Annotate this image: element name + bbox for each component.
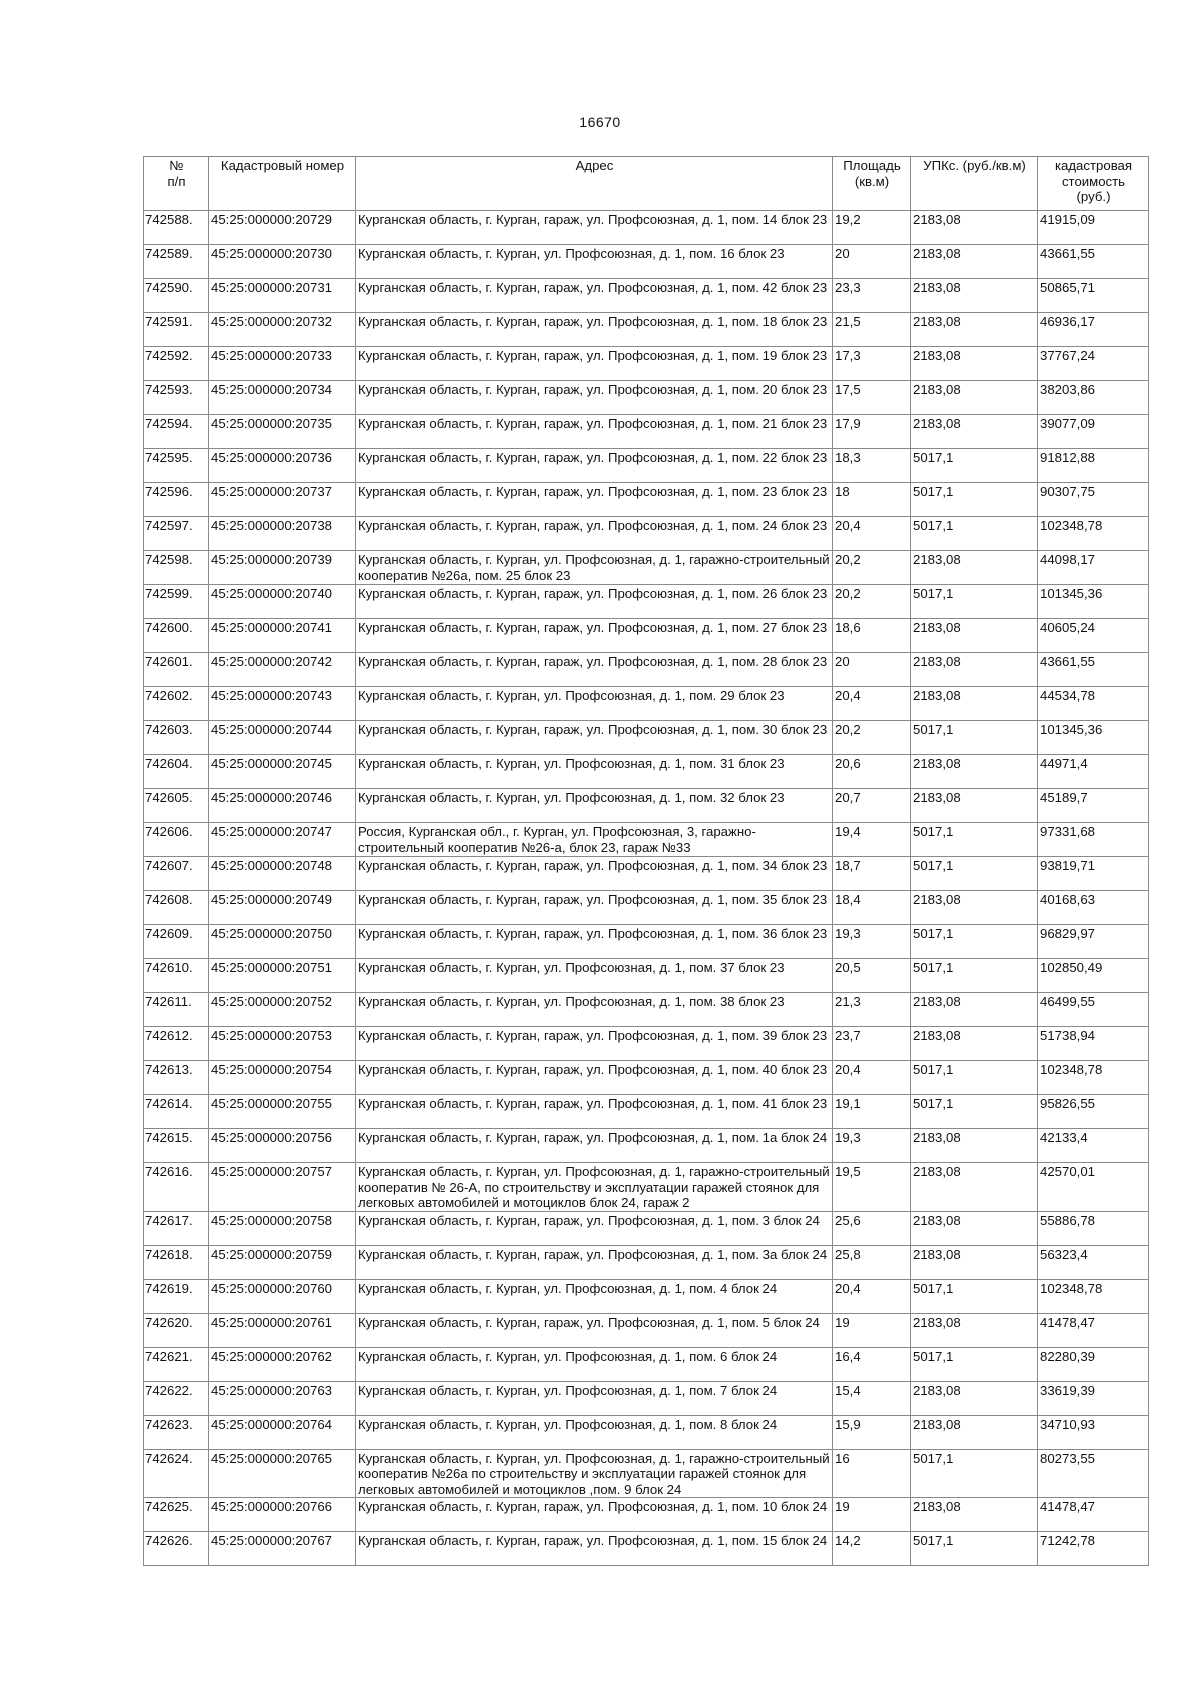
cell-cadastral-value: 51738,94 — [1038, 1027, 1149, 1061]
header-cadastral-value: кадастровая стоимость (руб.) — [1038, 157, 1149, 211]
table-row — [144, 245, 1149, 279]
cell-cadastral-value: 82280,39 — [1038, 1347, 1149, 1381]
cell-number: 742607. — [144, 857, 209, 891]
cell-number: 742622. — [144, 1381, 209, 1415]
cell-cadastral-value: 43661,55 — [1038, 653, 1149, 687]
cell-area: 17,3 — [833, 347, 911, 381]
cell-cadastral-number: 45:25:000000:20755 — [209, 1095, 356, 1129]
cell-upks: 5017,1 — [911, 959, 1038, 993]
cell-number: 742625. — [144, 1498, 209, 1532]
table-row — [144, 1415, 1149, 1449]
cell-number: 742592. — [144, 347, 209, 381]
table-row — [144, 517, 1149, 551]
cell-cadastral-value: 42570,01 — [1038, 1163, 1149, 1212]
cell-cadastral-value: 41915,09 — [1038, 211, 1149, 245]
cell-area: 19,3 — [833, 925, 911, 959]
cell-area: 20 — [833, 653, 911, 687]
cell-number: 742619. — [144, 1279, 209, 1313]
cell-number: 742609. — [144, 925, 209, 959]
cell-address: Россия, Курганская обл., г. Курган, ул. Профсоюзная, 3, гаражно-строительный кооператив №26-а, блок 23, гараж №33 — [356, 823, 833, 857]
cell-area: 20,5 — [833, 959, 911, 993]
table-row — [144, 1449, 1149, 1498]
table-row — [144, 1027, 1149, 1061]
table-body — [144, 211, 1149, 1566]
cell-upks: 5017,1 — [911, 449, 1038, 483]
cell-upks: 5017,1 — [911, 483, 1038, 517]
table-row — [144, 1211, 1149, 1245]
table-row — [144, 1279, 1149, 1313]
cell-cadastral-value: 102348,78 — [1038, 1061, 1149, 1095]
cell-address: Курганская область, г. Курган, ул. Профсоюзная, д. 1, гаражно-строительный кооператив №26а по строительству и эксплуатации гаражей стоянок для легковых автомобилей и мотоциклов ,пом. 9 блок 24 — [356, 1449, 833, 1498]
cell-cadastral-number: 45:25:000000:20745 — [209, 755, 356, 789]
cell-number: 742591. — [144, 313, 209, 347]
table-row — [144, 925, 1149, 959]
cell-cadastral-value: 34710,93 — [1038, 1415, 1149, 1449]
cell-upks: 2183,08 — [911, 993, 1038, 1027]
cell-cadastral-value: 44534,78 — [1038, 687, 1149, 721]
cell-upks: 2183,08 — [911, 789, 1038, 823]
cell-upks: 2183,08 — [911, 211, 1038, 245]
cell-cadastral-value: 56323,4 — [1038, 1245, 1149, 1279]
cell-cadastral-value: 46936,17 — [1038, 313, 1149, 347]
table-row — [144, 449, 1149, 483]
cell-cadastral-number: 45:25:000000:20729 — [209, 211, 356, 245]
cell-number: 742594. — [144, 415, 209, 449]
cell-cadastral-value: 40605,24 — [1038, 619, 1149, 653]
table-row — [144, 585, 1149, 619]
cell-area: 18,4 — [833, 891, 911, 925]
cell-address: Курганская область, г. Курган, гараж, ул. Профсоюзная, д. 1, пом. 26 блок 23 — [356, 585, 833, 619]
cell-address: Курганская область, г. Курган, гараж, ул. Профсоюзная, д. 1, пом. 35 блок 23 — [356, 891, 833, 925]
cell-address: Курганская область, г. Курган, ул. Профсоюзная, д. 1, пом. 6 блок 24 — [356, 1347, 833, 1381]
cell-area: 20,6 — [833, 755, 911, 789]
cell-number: 742626. — [144, 1532, 209, 1566]
table-header-row — [144, 157, 1149, 211]
cell-cadastral-number: 45:25:000000:20733 — [209, 347, 356, 381]
cell-cadastral-number: 45:25:000000:20743 — [209, 687, 356, 721]
cell-upks: 2183,08 — [911, 245, 1038, 279]
cell-address: Курганская область, г. Курган, гараж, ул. Профсоюзная, д. 1, пом. 15 блок 24 — [356, 1532, 833, 1566]
cell-cadastral-number: 45:25:000000:20754 — [209, 1061, 356, 1095]
cell-cadastral-value: 33619,39 — [1038, 1381, 1149, 1415]
cell-number: 742593. — [144, 381, 209, 415]
cell-address: Курганская область, г. Курган, ул. Профсоюзная, д. 1, пом. 32 блок 23 — [356, 789, 833, 823]
cell-cadastral-number: 45:25:000000:20742 — [209, 653, 356, 687]
table-row — [144, 1163, 1149, 1212]
cell-cadastral-number: 45:25:000000:20740 — [209, 585, 356, 619]
cell-upks: 5017,1 — [911, 925, 1038, 959]
cell-upks: 2183,08 — [911, 1163, 1038, 1212]
cell-upks: 5017,1 — [911, 1279, 1038, 1313]
cell-cadastral-number: 45:25:000000:20734 — [209, 381, 356, 415]
cell-upks: 5017,1 — [911, 857, 1038, 891]
cell-number: 742614. — [144, 1095, 209, 1129]
cell-number: 742596. — [144, 483, 209, 517]
table-row — [144, 653, 1149, 687]
cell-area: 20,2 — [833, 721, 911, 755]
cell-area: 16,4 — [833, 1347, 911, 1381]
cell-number: 742621. — [144, 1347, 209, 1381]
cell-cadastral-value: 50865,71 — [1038, 279, 1149, 313]
cell-address: Курганская область, г. Курган, гараж, ул. Профсоюзная, д. 1, пом. 34 блок 23 — [356, 857, 833, 891]
cell-area: 18 — [833, 483, 911, 517]
cell-cadastral-number: 45:25:000000:20752 — [209, 993, 356, 1027]
table-row — [144, 1498, 1149, 1532]
cell-cadastral-number: 45:25:000000:20748 — [209, 857, 356, 891]
cell-area: 17,9 — [833, 415, 911, 449]
cell-upks: 2183,08 — [911, 381, 1038, 415]
cell-cadastral-number: 45:25:000000:20757 — [209, 1163, 356, 1212]
cell-address: Курганская область, г. Курган, ул. Профсоюзная, д. 1, пом. 8 блок 24 — [356, 1415, 833, 1449]
cell-cadastral-number: 45:25:000000:20758 — [209, 1211, 356, 1245]
cell-number: 742611. — [144, 993, 209, 1027]
cell-address: Курганская область, г. Курган, гараж, ул. Профсоюзная, д. 1, пом. 27 блок 23 — [356, 619, 833, 653]
cell-area: 19,3 — [833, 1129, 911, 1163]
cell-upks: 2183,08 — [911, 1245, 1038, 1279]
cell-area: 20,4 — [833, 687, 911, 721]
cell-cadastral-number: 45:25:000000:20760 — [209, 1279, 356, 1313]
table-row — [144, 279, 1149, 313]
cell-area: 21,5 — [833, 313, 911, 347]
table-row — [144, 721, 1149, 755]
cell-number: 742602. — [144, 687, 209, 721]
cell-address: Курганская область, г. Курган, гараж, ул. Профсоюзная, д. 1, пом. 5 блок 24 — [356, 1313, 833, 1347]
cell-area: 25,8 — [833, 1245, 911, 1279]
cell-number: 742608. — [144, 891, 209, 925]
cell-address: Курганская область, г. Курган, гараж, ул. Профсоюзная, д. 1, пом. 42 блок 23 — [356, 279, 833, 313]
cell-cadastral-value: 38203,86 — [1038, 381, 1149, 415]
table-row — [144, 1095, 1149, 1129]
table-row — [144, 211, 1149, 245]
cell-area: 20,4 — [833, 1279, 911, 1313]
cell-address: Курганская область, г. Курган, ул. Профсоюзная, д. 1, пом. 29 блок 23 — [356, 687, 833, 721]
cell-upks: 2183,08 — [911, 415, 1038, 449]
cell-cadastral-value: 37767,24 — [1038, 347, 1149, 381]
cell-upks: 2183,08 — [911, 755, 1038, 789]
cell-number: 742595. — [144, 449, 209, 483]
cell-cadastral-value: 43661,55 — [1038, 245, 1149, 279]
cell-cadastral-value: 91812,88 — [1038, 449, 1149, 483]
table-row — [144, 755, 1149, 789]
cell-upks: 2183,08 — [911, 1313, 1038, 1347]
cell-cadastral-value: 90307,75 — [1038, 483, 1149, 517]
cell-upks: 5017,1 — [911, 1449, 1038, 1498]
header-area: Площадь (кв.м) — [833, 157, 911, 211]
cell-cadastral-value: 102850,49 — [1038, 959, 1149, 993]
cell-cadastral-number: 45:25:000000:20747 — [209, 823, 356, 857]
cell-number: 742610. — [144, 959, 209, 993]
table-row — [144, 483, 1149, 517]
cell-address: Курганская область, г. Курган, гараж, ул. Профсоюзная, д. 1, пом. 24 блок 23 — [356, 517, 833, 551]
cell-upks: 2183,08 — [911, 1415, 1038, 1449]
cell-area: 23,7 — [833, 1027, 911, 1061]
cell-address: Курганская область, г. Курган, гараж, ул. Профсоюзная, д. 1, пом. 14 блок 23 — [356, 211, 833, 245]
cell-number: 742603. — [144, 721, 209, 755]
cell-address: Курганская область, г. Курган, ул. Профсоюзная, д. 1, пом. 37 блок 23 — [356, 959, 833, 993]
cell-address: Курганская область, г. Курган, ул. Профсоюзная, д. 1, пом. 31 блок 23 — [356, 755, 833, 789]
cell-number: 742601. — [144, 653, 209, 687]
header-number: № п/п — [144, 157, 209, 211]
cell-upks: 5017,1 — [911, 585, 1038, 619]
cell-cadastral-number: 45:25:000000:20746 — [209, 789, 356, 823]
cell-cadastral-value: 97331,68 — [1038, 823, 1149, 857]
cell-cadastral-number: 45:25:000000:20739 — [209, 551, 356, 585]
cell-cadastral-number: 45:25:000000:20749 — [209, 891, 356, 925]
cell-address: Курганская область, г. Курган, ул. Профсоюзная, д. 1, пом. 7 блок 24 — [356, 1381, 833, 1415]
table-row — [144, 1129, 1149, 1163]
cell-upks: 5017,1 — [911, 1061, 1038, 1095]
cell-number: 742617. — [144, 1211, 209, 1245]
cell-cadastral-value: 42133,4 — [1038, 1129, 1149, 1163]
table-row — [144, 313, 1149, 347]
cell-area: 20 — [833, 245, 911, 279]
cell-number: 742624. — [144, 1449, 209, 1498]
cell-number: 742618. — [144, 1245, 209, 1279]
cell-address: Курганская область, г. Курган, ул. Профсоюзная, д. 1, пом. 38 блок 23 — [356, 993, 833, 1027]
cell-address: Курганская область, г. Курган, гараж, ул. Профсоюзная, д. 1, пом. 39 блок 23 — [356, 1027, 833, 1061]
cell-cadastral-value: 102348,78 — [1038, 1279, 1149, 1313]
cell-area: 23,3 — [833, 279, 911, 313]
cell-number: 742613. — [144, 1061, 209, 1095]
cell-address: Курганская область, г. Курган, гараж, ул. Профсоюзная, д. 1, пом. 28 блок 23 — [356, 653, 833, 687]
cell-number: 742615. — [144, 1129, 209, 1163]
cell-address: Курганская область, г. Курган, гараж, ул. Профсоюзная, д. 1, пом. 10 блок 24 — [356, 1498, 833, 1532]
cell-cadastral-value: 101345,36 — [1038, 585, 1149, 619]
cell-cadastral-number: 45:25:000000:20744 — [209, 721, 356, 755]
cell-address: Курганская область, г. Курган, гараж, ул. Профсоюзная, д. 1, пом. 3 блок 24 — [356, 1211, 833, 1245]
cell-area: 20,4 — [833, 1061, 911, 1095]
cell-cadastral-value: 44098,17 — [1038, 551, 1149, 585]
cell-upks: 5017,1 — [911, 721, 1038, 755]
cell-address: Курганская область, г. Курган, гараж, ул. Профсоюзная, д. 1, пом. 40 блок 23 — [356, 1061, 833, 1095]
cell-number: 742589. — [144, 245, 209, 279]
cell-area: 19 — [833, 1313, 911, 1347]
cell-cadastral-number: 45:25:000000:20730 — [209, 245, 356, 279]
cell-area: 19,4 — [833, 823, 911, 857]
cell-number: 742590. — [144, 279, 209, 313]
cell-area: 20,2 — [833, 585, 911, 619]
cell-upks: 2183,08 — [911, 313, 1038, 347]
cell-upks: 2183,08 — [911, 1381, 1038, 1415]
header-cadastral-number: Кадастровый номер — [209, 157, 356, 211]
cell-area: 15,4 — [833, 1381, 911, 1415]
cell-cadastral-value: 41478,47 — [1038, 1313, 1149, 1347]
cell-cadastral-value: 46499,55 — [1038, 993, 1149, 1027]
table-row — [144, 347, 1149, 381]
cell-cadastral-value: 71242,78 — [1038, 1532, 1149, 1566]
table-row — [144, 1381, 1149, 1415]
cell-address: Курганская область, г. Курган, ул. Профсоюзная, д. 1, гаражно-строительный кооператив № 26-А, по строительству и эксплуатации гаражей стоянок для легковых автомобилей и мотоциклов блок 24, гараж 2 — [356, 1163, 833, 1212]
cell-address: Курганская область, г. Курган, гараж, ул. Профсоюзная, д. 1, пом. 41 блок 23 — [356, 1095, 833, 1129]
cell-area: 18,3 — [833, 449, 911, 483]
cell-address: Курганская область, г. Курган, гараж, ул. Профсоюзная, д. 1, пом. 21 блок 23 — [356, 415, 833, 449]
cell-upks: 5017,1 — [911, 1347, 1038, 1381]
cadastral-table — [143, 156, 1149, 1566]
cell-number: 742597. — [144, 517, 209, 551]
cell-number: 742605. — [144, 789, 209, 823]
cell-area: 19,5 — [833, 1163, 911, 1212]
cell-cadastral-value: 39077,09 — [1038, 415, 1149, 449]
table-row — [144, 1313, 1149, 1347]
table-row — [144, 551, 1149, 585]
cell-number: 742612. — [144, 1027, 209, 1061]
cell-address: Курганская область, г. Курган, гараж, ул. Профсоюзная, д. 1, пом. 30 блок 23 — [356, 721, 833, 755]
cell-upks: 2183,08 — [911, 1129, 1038, 1163]
cell-number: 742600. — [144, 619, 209, 653]
table-row — [144, 1347, 1149, 1381]
cell-upks: 5017,1 — [911, 1532, 1038, 1566]
cell-cadastral-number: 45:25:000000:20763 — [209, 1381, 356, 1415]
cell-cadastral-number: 45:25:000000:20766 — [209, 1498, 356, 1532]
table-row — [144, 993, 1149, 1027]
cell-number: 742604. — [144, 755, 209, 789]
table-row — [144, 823, 1149, 857]
cell-address: Курганская область, г. Курган, ул. Профсоюзная, д. 1, пом. 16 блок 23 — [356, 245, 833, 279]
cell-upks: 2183,08 — [911, 891, 1038, 925]
cell-cadastral-number: 45:25:000000:20735 — [209, 415, 356, 449]
table-row — [144, 891, 1149, 925]
cell-cadastral-value: 55886,78 — [1038, 1211, 1149, 1245]
cell-upks: 5017,1 — [911, 517, 1038, 551]
cell-cadastral-value: 93819,71 — [1038, 857, 1149, 891]
table-row — [144, 789, 1149, 823]
cell-area: 19 — [833, 1498, 911, 1532]
cell-address: Курганская область, г. Курган, гараж, ул. Профсоюзная, д. 1, пом. 3а блок 24 — [356, 1245, 833, 1279]
cell-area: 16 — [833, 1449, 911, 1498]
cell-cadastral-value: 95826,55 — [1038, 1095, 1149, 1129]
cell-cadastral-number: 45:25:000000:20762 — [209, 1347, 356, 1381]
header-upks: УПКс. (руб./кв.м) — [911, 157, 1038, 211]
cell-area: 18,7 — [833, 857, 911, 891]
cell-cadastral-number: 45:25:000000:20738 — [209, 517, 356, 551]
cell-cadastral-value: 96829,97 — [1038, 925, 1149, 959]
cell-upks: 2183,08 — [911, 619, 1038, 653]
cell-cadastral-number: 45:25:000000:20753 — [209, 1027, 356, 1061]
cell-cadastral-number: 45:25:000000:20761 — [209, 1313, 356, 1347]
table-row — [144, 381, 1149, 415]
cell-cadastral-number: 45:25:000000:20767 — [209, 1532, 356, 1566]
cell-upks: 5017,1 — [911, 1095, 1038, 1129]
cell-address: Курганская область, г. Курган, гараж, ул. Профсоюзная, д. 1, пом. 36 блок 23 — [356, 925, 833, 959]
cell-area: 20,4 — [833, 517, 911, 551]
table-row — [144, 1061, 1149, 1095]
cell-area: 19,2 — [833, 211, 911, 245]
table-row — [144, 619, 1149, 653]
cell-cadastral-value: 40168,63 — [1038, 891, 1149, 925]
cell-upks: 2183,08 — [911, 1211, 1038, 1245]
cell-area: 20,2 — [833, 551, 911, 585]
cell-upks: 2183,08 — [911, 551, 1038, 585]
cell-cadastral-number: 45:25:000000:20750 — [209, 925, 356, 959]
cell-area: 21,3 — [833, 993, 911, 1027]
cell-cadastral-value: 80273,55 — [1038, 1449, 1149, 1498]
cell-area: 18,6 — [833, 619, 911, 653]
cell-number: 742623. — [144, 1415, 209, 1449]
cell-address: Курганская область, г. Курган, ул. Профсоюзная, д. 1, пом. 4 блок 24 — [356, 1279, 833, 1313]
cell-address: Курганская область, г. Курган, гараж, ул. Профсоюзная, д. 1, пом. 19 блок 23 — [356, 347, 833, 381]
cell-cadastral-value: 45189,7 — [1038, 789, 1149, 823]
cell-cadastral-value: 101345,36 — [1038, 721, 1149, 755]
table-row — [144, 857, 1149, 891]
cell-address: Курганская область, г. Курган, гараж, ул. Профсоюзная, д. 1, пом. 22 блок 23 — [356, 449, 833, 483]
cell-cadastral-value: 102348,78 — [1038, 517, 1149, 551]
cell-cadastral-number: 45:25:000000:20765 — [209, 1449, 356, 1498]
page-number: 16670 — [579, 114, 621, 130]
cell-cadastral-number: 45:25:000000:20756 — [209, 1129, 356, 1163]
cell-cadastral-value: 44971,4 — [1038, 755, 1149, 789]
cell-number: 742598. — [144, 551, 209, 585]
cell-cadastral-number: 45:25:000000:20751 — [209, 959, 356, 993]
cell-number: 742599. — [144, 585, 209, 619]
cell-number: 742588. — [144, 211, 209, 245]
cell-upks: 2183,08 — [911, 279, 1038, 313]
cell-cadastral-number: 45:25:000000:20736 — [209, 449, 356, 483]
cell-number: 742606. — [144, 823, 209, 857]
cell-cadastral-number: 45:25:000000:20764 — [209, 1415, 356, 1449]
cell-upks: 2183,08 — [911, 1027, 1038, 1061]
cell-area: 19,1 — [833, 1095, 911, 1129]
cell-number: 742620. — [144, 1313, 209, 1347]
cell-area: 17,5 — [833, 381, 911, 415]
cell-address: Курганская область, г. Курган, гараж, ул. Профсоюзная, д. 1, пом. 1а блок 24 — [356, 1129, 833, 1163]
cell-cadastral-number: 45:25:000000:20732 — [209, 313, 356, 347]
cell-cadastral-value: 41478,47 — [1038, 1498, 1149, 1532]
cell-cadastral-number: 45:25:000000:20759 — [209, 1245, 356, 1279]
cell-upks: 2183,08 — [911, 653, 1038, 687]
cell-cadastral-number: 45:25:000000:20741 — [209, 619, 356, 653]
cell-number: 742616. — [144, 1163, 209, 1212]
cell-upks: 2183,08 — [911, 687, 1038, 721]
cell-upks: 5017,1 — [911, 823, 1038, 857]
cell-address: Курганская область, г. Курган, гараж, ул. Профсоюзная, д. 1, пом. 23 блок 23 — [356, 483, 833, 517]
cell-area: 25,6 — [833, 1211, 911, 1245]
cell-address: Курганская область, г. Курган, ул. Профсоюзная, д. 1, гаражно-строительный кооператив №26а, пом. 25 блок 23 — [356, 551, 833, 585]
table-row — [144, 1532, 1149, 1566]
cell-area: 14,2 — [833, 1532, 911, 1566]
table-row — [144, 959, 1149, 993]
cell-area: 15,9 — [833, 1415, 911, 1449]
cell-upks: 2183,08 — [911, 347, 1038, 381]
cell-address: Курганская область, г. Курган, гараж, ул. Профсоюзная, д. 1, пом. 20 блок 23 — [356, 381, 833, 415]
table-row — [144, 1245, 1149, 1279]
cell-cadastral-number: 45:25:000000:20737 — [209, 483, 356, 517]
cell-address: Курганская область, г. Курган, гараж, ул. Профсоюзная, д. 1, пом. 18 блок 23 — [356, 313, 833, 347]
cell-area: 20,7 — [833, 789, 911, 823]
cell-upks: 2183,08 — [911, 1498, 1038, 1532]
header-address: Адрес — [356, 157, 833, 211]
table-row — [144, 415, 1149, 449]
table-row — [144, 687, 1149, 721]
cell-cadastral-number: 45:25:000000:20731 — [209, 279, 356, 313]
